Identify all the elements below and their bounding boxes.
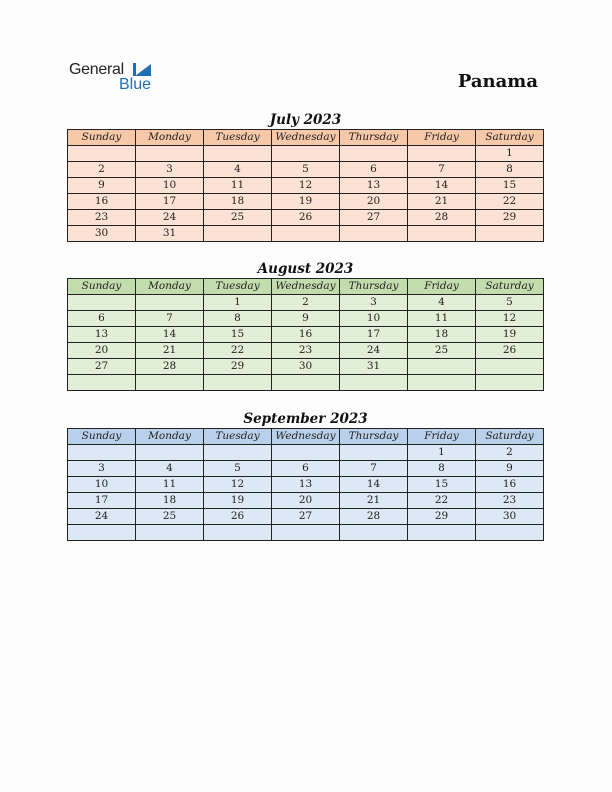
weekday-header: Saturday: [476, 130, 544, 146]
month-grid: [67, 278, 544, 391]
day-cell: 27: [272, 509, 340, 525]
weekday-header: Monday: [136, 130, 204, 146]
day-cell: 3: [136, 162, 204, 178]
weekday-header: Friday: [408, 429, 476, 445]
week-row: [68, 162, 544, 178]
weekday-header: Saturday: [476, 429, 544, 445]
day-cell: 21: [340, 493, 408, 509]
day-cell: 10: [68, 477, 136, 493]
day-cell: [340, 375, 408, 391]
day-cell: 14: [340, 477, 408, 493]
day-cell: [136, 445, 204, 461]
day-cell: [272, 525, 340, 541]
day-cell: [340, 146, 408, 162]
day-cell: 15: [476, 178, 544, 194]
day-cell: 9: [272, 311, 340, 327]
week-row: [68, 194, 544, 210]
day-cell: [272, 445, 340, 461]
day-cell: 13: [340, 178, 408, 194]
day-cell: 25: [136, 509, 204, 525]
week-row: [68, 445, 544, 461]
day-cell: 16: [272, 327, 340, 343]
day-cell: 14: [408, 178, 476, 194]
day-cell: 4: [408, 295, 476, 311]
week-row: [68, 525, 544, 541]
day-cell: 15: [204, 327, 272, 343]
day-cell: 7: [136, 311, 204, 327]
day-cell: 23: [476, 493, 544, 509]
day-cell: 18: [408, 327, 476, 343]
day-cell: 9: [68, 178, 136, 194]
week-row: [68, 178, 544, 194]
weekday-header: Thursday: [340, 429, 408, 445]
day-cell: 13: [68, 327, 136, 343]
week-row: [68, 493, 544, 509]
day-cell: 11: [408, 311, 476, 327]
day-cell: 7: [340, 461, 408, 477]
day-cell: 25: [408, 343, 476, 359]
day-cell: 2: [476, 445, 544, 461]
day-cell: 23: [272, 343, 340, 359]
week-row: [68, 295, 544, 311]
day-cell: 28: [408, 210, 476, 226]
day-cell: 6: [340, 162, 408, 178]
month-title: September 2023: [243, 411, 368, 427]
month-title: July 2023: [269, 112, 342, 128]
day-cell: 18: [136, 493, 204, 509]
day-cell: 2: [272, 295, 340, 311]
country-title: Panama: [457, 71, 538, 92]
day-cell: 24: [68, 509, 136, 525]
day-cell: 6: [272, 461, 340, 477]
generalblue-logo: [69, 61, 159, 97]
day-cell: [272, 375, 340, 391]
day-cell: [340, 445, 408, 461]
day-cell: 20: [272, 493, 340, 509]
day-cell: [136, 146, 204, 162]
weekday-header: Monday: [136, 279, 204, 295]
day-cell: 26: [204, 509, 272, 525]
weekday-header-row: [68, 130, 544, 146]
week-row: [68, 311, 544, 327]
weekday-header: Friday: [408, 130, 476, 146]
week-row: [68, 375, 544, 391]
day-cell: 12: [272, 178, 340, 194]
day-cell: 3: [68, 461, 136, 477]
day-cell: [476, 525, 544, 541]
day-cell: [476, 359, 544, 375]
week-row: [68, 343, 544, 359]
day-cell: 22: [408, 493, 476, 509]
day-cell: [136, 525, 204, 541]
week-row: [68, 226, 544, 242]
day-cell: 19: [204, 493, 272, 509]
day-cell: 29: [204, 359, 272, 375]
day-cell: 27: [68, 359, 136, 375]
week-row: [68, 509, 544, 525]
day-cell: [204, 525, 272, 541]
day-cell: 6: [68, 311, 136, 327]
day-cell: 21: [136, 343, 204, 359]
week-row: [68, 327, 544, 343]
day-cell: [68, 525, 136, 541]
day-cell: 17: [136, 194, 204, 210]
day-cell: [408, 226, 476, 242]
weekday-header: Thursday: [340, 279, 408, 295]
day-cell: [476, 375, 544, 391]
day-cell: 13: [272, 477, 340, 493]
day-cell: 26: [272, 210, 340, 226]
day-cell: 29: [476, 210, 544, 226]
day-cell: 21: [408, 194, 476, 210]
day-cell: 2: [68, 162, 136, 178]
day-cell: 22: [204, 343, 272, 359]
day-cell: 16: [476, 477, 544, 493]
week-row: [68, 146, 544, 162]
day-cell: 3: [340, 295, 408, 311]
day-cell: 28: [340, 509, 408, 525]
day-cell: 28: [136, 359, 204, 375]
day-cell: 27: [340, 210, 408, 226]
weekday-header: Wednesday: [272, 279, 340, 295]
day-cell: [408, 359, 476, 375]
weekday-header: Sunday: [68, 130, 136, 146]
day-cell: 26: [476, 343, 544, 359]
weekday-header: Sunday: [68, 429, 136, 445]
day-cell: 25: [204, 210, 272, 226]
weekday-header-row: [68, 429, 544, 445]
day-cell: 30: [68, 226, 136, 242]
day-cell: [136, 375, 204, 391]
month-title: August 2023: [257, 261, 354, 277]
day-cell: [136, 295, 204, 311]
day-cell: [204, 375, 272, 391]
day-cell: [204, 226, 272, 242]
day-cell: 19: [272, 194, 340, 210]
day-cell: [476, 226, 544, 242]
day-cell: [408, 146, 476, 162]
day-cell: 5: [272, 162, 340, 178]
day-cell: 29: [408, 509, 476, 525]
day-cell: 8: [204, 311, 272, 327]
day-cell: 10: [340, 311, 408, 327]
day-cell: 8: [408, 461, 476, 477]
day-cell: [272, 226, 340, 242]
day-cell: 1: [408, 445, 476, 461]
day-cell: 31: [340, 359, 408, 375]
day-cell: 1: [204, 295, 272, 311]
week-row: [68, 359, 544, 375]
weekday-header: Wednesday: [272, 429, 340, 445]
month-grid: [67, 129, 544, 242]
weekday-header: Monday: [136, 429, 204, 445]
day-cell: 12: [204, 477, 272, 493]
day-cell: 4: [136, 461, 204, 477]
day-cell: 31: [136, 226, 204, 242]
day-cell: 11: [204, 178, 272, 194]
weekday-header: Tuesday: [204, 130, 272, 146]
day-cell: 1: [476, 146, 544, 162]
day-cell: [408, 375, 476, 391]
day-cell: [408, 525, 476, 541]
logo-triangle-icon: [135, 64, 151, 76]
week-row: [68, 210, 544, 226]
day-cell: 23: [68, 210, 136, 226]
weekday-header: Saturday: [476, 279, 544, 295]
day-cell: 12: [476, 311, 544, 327]
day-cell: [272, 146, 340, 162]
logo-text-blue: Blue: [119, 76, 152, 93]
day-cell: 15: [408, 477, 476, 493]
day-cell: 24: [340, 343, 408, 359]
calendar-august: [67, 261, 544, 391]
day-cell: 19: [476, 327, 544, 343]
day-cell: 22: [476, 194, 544, 210]
day-cell: 10: [136, 178, 204, 194]
day-cell: 11: [136, 477, 204, 493]
weekday-header: Sunday: [68, 279, 136, 295]
day-cell: [340, 525, 408, 541]
day-cell: [340, 226, 408, 242]
day-cell: 5: [476, 295, 544, 311]
day-cell: [68, 146, 136, 162]
week-row: [68, 461, 544, 477]
calendar-july: [67, 112, 544, 242]
day-cell: 20: [68, 343, 136, 359]
weekday-header: Tuesday: [204, 279, 272, 295]
day-cell: [68, 445, 136, 461]
weekday-header: Friday: [408, 279, 476, 295]
day-cell: 9: [476, 461, 544, 477]
day-cell: 20: [340, 194, 408, 210]
day-cell: 8: [476, 162, 544, 178]
logo-text-general: General: [69, 61, 124, 78]
month-grid: [67, 428, 544, 541]
day-cell: [204, 146, 272, 162]
week-row: [68, 477, 544, 493]
day-cell: 24: [136, 210, 204, 226]
weekday-header: Thursday: [340, 130, 408, 146]
weekday-header-row: [68, 279, 544, 295]
day-cell: [68, 295, 136, 311]
calendar-september: [67, 411, 544, 541]
day-cell: 14: [136, 327, 204, 343]
day-cell: 7: [408, 162, 476, 178]
day-cell: 16: [68, 194, 136, 210]
day-cell: [204, 445, 272, 461]
day-cell: 30: [272, 359, 340, 375]
day-cell: 17: [68, 493, 136, 509]
weekday-header: Tuesday: [204, 429, 272, 445]
day-cell: 30: [476, 509, 544, 525]
day-cell: 5: [204, 461, 272, 477]
day-cell: 18: [204, 194, 272, 210]
day-cell: 17: [340, 327, 408, 343]
day-cell: 4: [204, 162, 272, 178]
day-cell: [68, 375, 136, 391]
weekday-header: Wednesday: [272, 130, 340, 146]
